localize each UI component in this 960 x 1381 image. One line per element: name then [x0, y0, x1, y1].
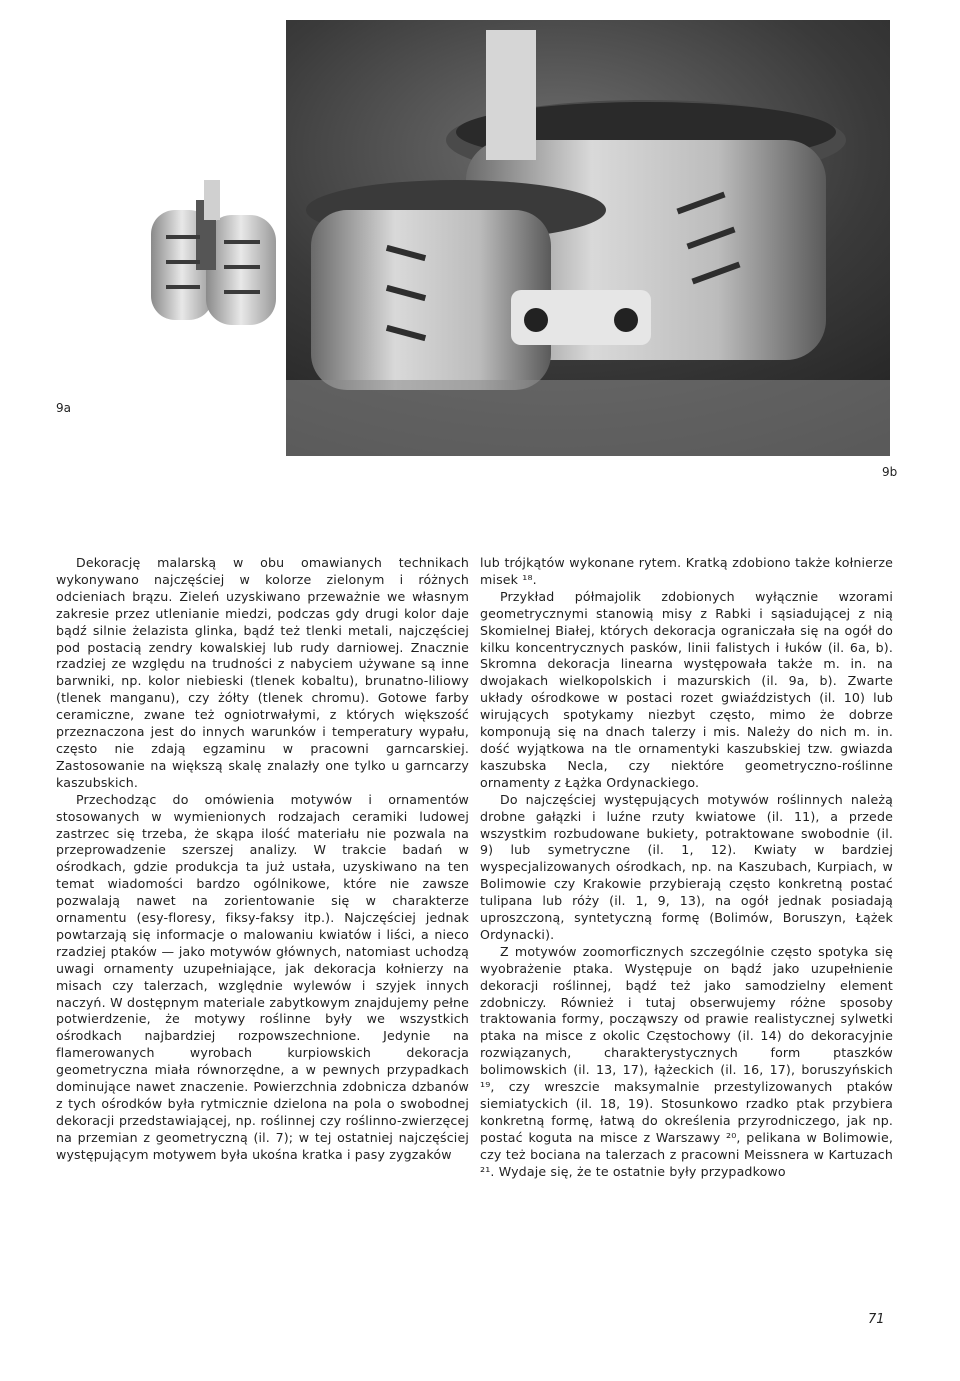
large-double-dish — [306, 30, 846, 390]
right-paragraph-4: Z motywów zoomorficznych szczególnie często spotyka się wyobrażenie ptaka. Występuje on bądź jako uzupełnienie dekoracji roślinnej, bądź też jako samodzielny element zdobniczy. Również i tutaj obserwujemy różne sposoby traktowania formy, począwszy od prawie realistycznej sylwetki ptaka na misce z okolic Częstochowy (il. 14) do dekoracyjnie rozwiązanych, charakterystycznych form ptaszków bolimowskich (il. 13, 17), łążeckich (il. 16, 17), boruszyńskich ¹⁹, czy wreszcie maksymalnie przestylizowanych ptaków siemiatyckich (il. 18, 19). Stosunkowo rzadko ptak przybiera konkretną formę, łatwą do określenia przyrodniczego, jak np. postać koguta na misce z Warszawy ²⁰, pelikana w Bolimowie, czy też bociana na talerzach z pracowni Meissnera w Kartuzach ²¹. Wydaje się, że te ostatnie były przypadkowo — [480, 943, 893, 1179]
right-text-column — [480, 555, 893, 1181]
right-paragraph-2: Przykład półmajolik zdobionych wyłącznie wzorami geometrycznymi stanowią misy z Rabki i sąsiadującej z nią Skomielnej Białej, których dekoracja ograniczała się na ogół do kilku koncentrycznych pasków, linii falistych i łuków (il. 6a, b). Skromna dekoracja linearna występowała także m. in. na dwojakach wielkopolskich i mazurskich (il. 9a, b). Zwarte układy ośrodkowe w postaci rozet gwiaździstych (il. 10) lub wirujących spotykamy niezbyt często, mimo że dobrze komponują się na dnach talerzy i mis. Należy do nich m. in. dość wyjątkowa na tle ornamentyki kaszubskiej tzw. gwiazda kaszubska Necla, czy niektóre geometryczno-roślinne ornamenty z Łążka Ordynackiego. — [480, 588, 893, 790]
pottery-illustration — [56, 20, 890, 456]
right-paragraph-3: Do najczęściej występujących motywów roślinnych należą drobne gałązki i luźne rzuty kwiatowe (il. 11), a przede wszystkim rozbudowane bukiety, potraktowane swobodnie (il. 9) lub symetryczne (il. 1, 12). Kwiaty w bardziej wyspecjalizowanych ośrodkach, np. na Kaszubach, Kurpiach, w Bolimowie czy Krakowie przybierają często konkretną postać tulipana lub róży (il. 1, 9, 13), na ogół jednak posiadają uproszczoną, syntetyczną formę (Bolimów, Boruszyn, Łążek Ordynacki). — [480, 791, 893, 942]
left-paragraph-2: Przechodząc do omówienia motywów i ornamentów stosowanych w wymienionych rodzajach ceramiki ludowej zastrzec się trzeba, że skąpa ilość materiału nie pozwala na przeprowadzenie szerszej analizy. W trakcie badań w ośrodkach, gdzie produkcja ta już ustała, uzyskiwano na ten temat wiadomości bardzo ogólnikowe, które nie zawsze pozwalają nawet na zorientowanie się w charakterze ornamentu (esy-floresy, fiksy-faksy itp.). Najczęściej jednak powtarzają się informacje o malowaniu kwiatów i liści, a nieco rzadziej ptaków — jako motywów głównych, natomiast uchodzą uwagi ornamenty uzupełniające, jak dekoracja kołnierzy na misach czy talerzach, względnie wylewów i szyjek innych naczyń. W dostępnym materiale zabytkowym znajdujemy pełne potwierdzenie, że motywy roślinne były we wszystkich ośrodkach najbardziej rozpowszechnione. Jedynie na flamerowanych wyrobach kurpiowskich dekoracja geometryczna miała równorzędne, a w pewnych przypadkach dominujące nawet znaczenie. Powierzchnia zdobnicza dzbanów z tych ośrodków była rytmicznie dzielona na pola o swobodnej dekoracji przedstawiającej, np. roślinnej czy roślinno-zwierzęcej na przemian z geometryczną (il. 7); w tej ostatniej najczęściej występującym motywem była ukośna kratka i pasy zygzaków — [56, 791, 469, 1162]
left-paragraph-1: Dekorację malarską w obu omawianych technikach wykonywano najczęściej w kolorze zielonym i różnych odcieniach brązu. Zieleń uzyskiwano przeważnie we własnym zakresie przez utlenianie miedzi, podczas gdy drugi kolor daje bądź silnie żelazista glinka, bądź też tlenki metali, najczęściej pod postacią zendry kowalskiej lub rudy darniowej. Znacznie rzadziej ze względu na trudności z nabyciem używane są inne barwniki, np. kolor niebieski (tlenek kobaltu), brunatno-liliowy (tlenek manganu), czy żółty (tlenek chromu). Gotowe farby ceramiczne, zwane też ogniotrwałymi, z których większość przeznaczona jest do innych warunków i temperatury wypału, często nie zdają egzaminu w pracowni garncarskiej. Zastosowanie na większą skalę znalazły one tylko u garncarzy kaszubskich. — [56, 555, 469, 790]
pottery-photograph — [56, 20, 890, 456]
figure-label-9b: 9b — [882, 465, 898, 479]
left-text-column — [56, 555, 469, 1164]
figure-label-9a: 9a — [56, 401, 71, 415]
page-number: 71 — [868, 1312, 885, 1327]
right-paragraph-1: lub trójkątów wykonane rytem. Kratką zdobiono także kołnierze misek ¹⁸. — [480, 555, 893, 587]
